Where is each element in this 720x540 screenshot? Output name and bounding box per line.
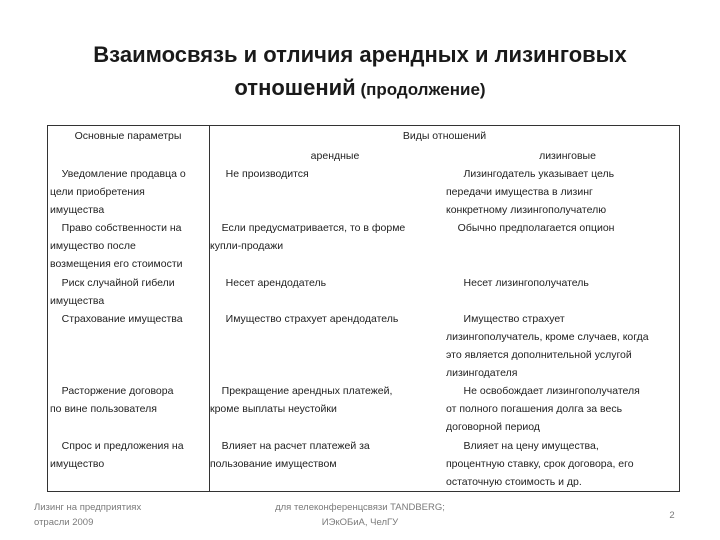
page-number: 2: [669, 510, 675, 521]
slide-title: [0, 38, 720, 107]
row-ownership-leasing: Обычно предполагается опцион: [446, 222, 615, 234]
row-ownership-rental: Если предусматривается, то в форме купли-продажи: [210, 222, 406, 252]
row-notification-rental: Не производится: [214, 168, 309, 180]
row-risk-rental: Несет арендодатель: [214, 277, 327, 289]
title-line-1: Взаимосвязь и отличия арендных и лизинговых: [93, 42, 627, 67]
row-insurance-rental: Имущество страхует арендодатель: [214, 313, 399, 325]
row-demand-param: Спрос и предложения на имущество: [50, 440, 184, 470]
title-line-2: отношений: [234, 75, 356, 100]
subheader-rental: арендные: [310, 150, 360, 162]
row-risk-param: Риск случайной гибели имущества: [50, 277, 175, 307]
title-subtitle: (продолжение): [355, 80, 486, 99]
row-notification-param: Уведомление продавца о цели приобретения имущества: [50, 168, 186, 216]
header-relation-types: Виды отношений: [402, 130, 487, 142]
footer-left: Лизинг на предприятиях отрасли 2009: [34, 502, 142, 528]
row-demand-leasing: Влияет на цену имущества, процентную ставку, срок договора, его остаточную стоимость и др.: [446, 440, 634, 488]
row-risk-leasing: Несет лизингополучатель: [446, 277, 589, 289]
subheader-leasing: лизинговые: [539, 150, 596, 162]
row-notification-leasing: Лизингодатель указывает цель передачи имущества в лизинг конкретному лизингополучателю: [446, 168, 615, 216]
row-termination-leasing: Не освобождает лизингополучателя от полного погашения долга за весь договорной период: [446, 385, 640, 433]
row-insurance-param: Страхование имущества: [50, 313, 183, 325]
header-params: Основные параметры: [74, 130, 182, 142]
row-insurance-leasing: Имущество страхует лизингополучатель, кроме случаев, когда это является дополнительной услугой лизингодателя: [446, 313, 649, 379]
row-demand-rental: Влияет на расчет платежей за пользование имуществом: [210, 440, 370, 470]
row-termination-rental: Прекращение арендных платежей, кроме выплаты неустойки: [210, 385, 393, 415]
row-ownership-param: Право собственности на имущество после возмещения его стоимости: [50, 222, 183, 270]
row-termination-param: Расторжение договора по вине пользователя: [50, 385, 174, 415]
footer-center: для телеконференцсвязи TANDBERG; ИЭкОБиА, ЧелГУ: [275, 502, 445, 528]
